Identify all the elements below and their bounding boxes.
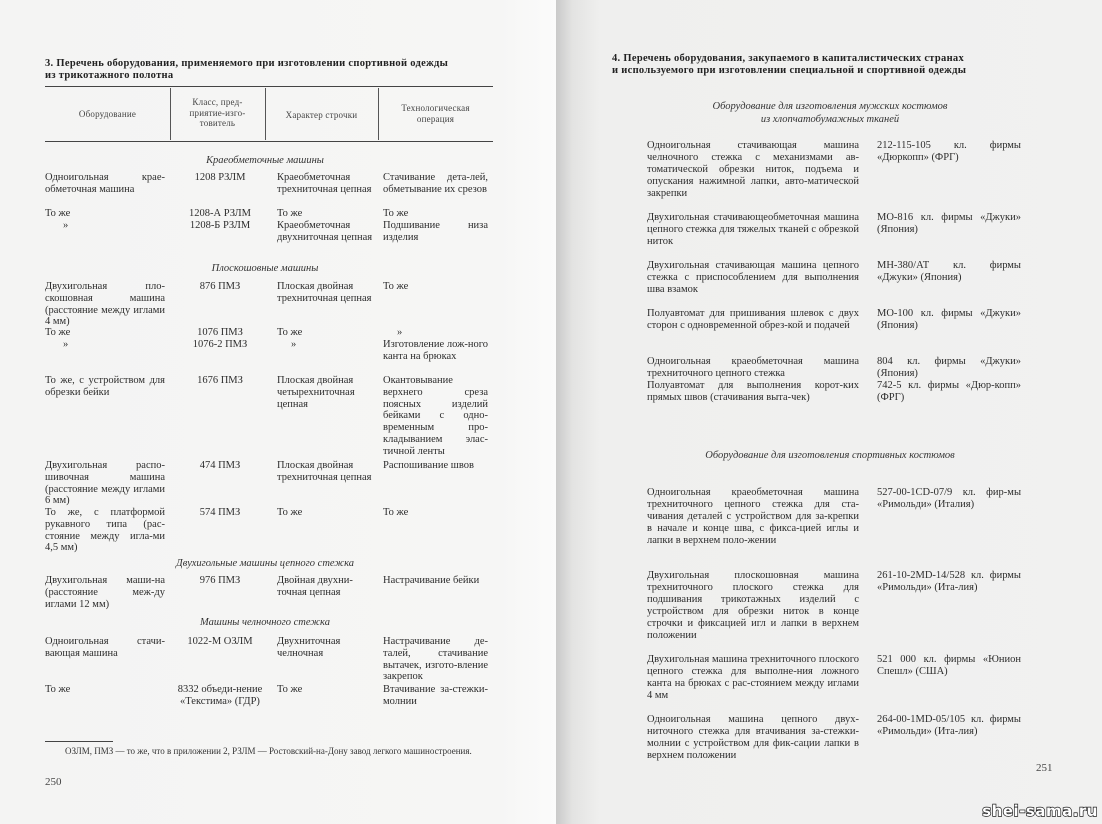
row-class: 574 ПМЗ [199, 507, 241, 518]
row-operation: » [397, 327, 403, 338]
row-class: 1208 РЗЛМ [194, 172, 246, 183]
row-stitch: Двухниточная челночная [277, 636, 341, 659]
row-class: 1208-Б РЗЛМ [189, 220, 251, 231]
table-header-rule [45, 141, 493, 142]
row-stitch: Плоская двойная трехниточная цепная [277, 460, 372, 483]
item-model: МО-816 кл. фирмы «Джуки» (Япония) [877, 212, 1021, 235]
watermark-logo: shei-sama.ru [982, 802, 1098, 820]
row-stitch: Краеобметочная двухниточная цепная [277, 220, 373, 243]
table3-title-line2: из трикотажного полотна [45, 70, 174, 81]
row-equipment: То же [45, 327, 71, 338]
row-operation: То же [383, 281, 409, 292]
section-mens-suits [640, 100, 1020, 126]
header-stitch: Характер строчки [285, 110, 358, 120]
page-number-right: 251 [1036, 762, 1053, 774]
item-description: Одноигольная краеобметочная машина трехниточного цепного стежка для ста-чивания деталей с устройством для за-крепки в начале и конце шва, с фикса-цией иглы и лапки в верхнем поло-жении [647, 487, 859, 546]
row-operation: Окантовывание верхнего среза поясных изделий бейками с одно-временным про-кладыванием элас-тичной ленты [383, 375, 488, 457]
row-class: 876 ПМЗ [199, 281, 241, 292]
item-description: Двухигольная стачивающеобметочная машина цепного стежка для тяжелых тканей с обрезкой ниток [647, 212, 859, 247]
header-operation [378, 103, 493, 124]
row-equipment: Одноигольная крае-обметочная машина [45, 172, 165, 195]
item-model: МН-380/АТ кл. фирмы «Джуки» (Япония) [877, 260, 1021, 283]
row-stitch: Плоская двойная четырехниточная цепная [277, 375, 355, 410]
header-class-line2: приятие-изго- [189, 107, 246, 118]
item-description: Одноигольная машина цепного двух-ниточного стежка для втачивания за-стежки-молнии с устройством для фик-сации лапки в верхнем положении [647, 714, 859, 761]
item-description: Одноигольная стачивающая машина челночного стежка с механизмами ав-томатической обрезки ниток, подъема и опускания нажимной лапки, авто-матической закрепки [647, 140, 859, 199]
item-model: 742-5 кл. фирмы «Дюр-копп» (ФРГ) [877, 380, 1021, 403]
header-class [170, 97, 265, 129]
item-model: 804 кл. фирмы «Джуки» (Япония) [877, 356, 1021, 379]
header-class-line1: Класс, пред- [192, 97, 243, 107]
category-chainstitch: Двухигольные машины цепного стежка [176, 558, 354, 569]
item-description: Полуавтомат для пришивания шлевок с двух сторон с одновременной обрез-кой и подачей [647, 308, 859, 331]
section-sports-suits: Оборудование для изготовления спортивных костюмов [705, 450, 955, 461]
row-class: 1076 ПМЗ [197, 327, 243, 338]
row-equipment: Двухигольная маши-на (расстояние меж-ду иглами 12 мм) [45, 575, 165, 610]
item-model: 527-00-1CD-07/9 кл. фир-мы «Римольди» (Италия) [877, 487, 1021, 510]
row-stitch: То же [277, 327, 303, 338]
row-class: 1076-2 ПМЗ [192, 339, 248, 350]
row-equipment: Одноигольная стачи-вающая машина [45, 636, 165, 659]
table-top-rule [45, 86, 493, 87]
row-equipment: То же, с устройством для обрезки бейки [45, 375, 165, 398]
row-class: 1022-М ОЗЛМ [187, 636, 253, 647]
page-number-left: 250 [45, 776, 62, 788]
header-operation-line1: Технологическая [401, 103, 470, 113]
row-operation: Настрачивание де-талей, стачивание вытачек, изгото-вление закрепок [383, 636, 488, 683]
row-operation: То же [383, 507, 409, 518]
row-class: 8332 объеди-нение «Текстима» (ГДР) [177, 684, 263, 707]
item-description: Двухигольная машина трехниточного плоского цепного стежка для выполне-ния ложного канта на брюках с рас-стоянием между иглами 4 мм [647, 654, 859, 701]
header-operation-line2: операция [416, 113, 455, 124]
item-model: 521 000 кл. фирмы «Юнион Спешл» (США) [877, 654, 1021, 677]
row-stitch: То же [277, 507, 303, 518]
category-flatseam: Плоскошовные машины [211, 263, 319, 274]
table4-title-line2: и используемого при изготовлении специальной и спортивной одежды [612, 65, 967, 76]
row-equipment: То же [45, 208, 71, 219]
row-operation: Втачивание за-стежки-молнии [383, 684, 488, 707]
item-description: Двухигольная плоскошовная машина трехниточного плоского стежка для подшивания трикотажных изделий с устройством для обрезки ниток в конце строчки и фиксацией игл и лапки в верхнем положении [647, 570, 859, 641]
category-overlock: Краеобметочные машины [206, 155, 324, 166]
row-equipment: Двухигольная распо-шивочная машина (расстояние между иглами 6 мм) [45, 460, 165, 507]
footnote-rule [45, 741, 113, 742]
row-stitch: » [291, 339, 297, 350]
row-class: 1676 ПМЗ [197, 375, 243, 386]
row-class: 1208-А РЗЛМ [189, 208, 251, 219]
item-description: Полуавтомат для выполнения корот-ких прямых швов (стачивания выта-чек) [647, 380, 859, 403]
row-equipment: » [63, 220, 69, 231]
row-equipment: » [63, 339, 69, 350]
category-lockstitch: Машины челночного стежка [200, 617, 330, 628]
section-mens-suits-line2: из хлопчатобумажных тканей [760, 114, 900, 125]
row-operation: Изготовление лож-ного канта на брюках [383, 339, 488, 362]
header-equipment: Оборудование [78, 109, 137, 119]
item-model: 261-10-2MD-14/528 кл. фирмы «Римольди» (Ита-лия) [877, 570, 1021, 593]
row-operation: Настрачивание бейки [383, 575, 480, 586]
row-operation: Распошивание швов [383, 460, 474, 471]
item-description: Одноигольная краеобметочная машина трехниточного цепного стежка [647, 356, 859, 379]
item-model: 264-00-1MD-05/105 кл. фирмы «Римольди» (Ита-лия) [877, 714, 1021, 737]
table4-title-line1: 4. Перечень оборудования, закупаемого в капиталистических странах [612, 53, 965, 64]
row-equipment: То же, с платформой рукавного типа (рас-стояние между игла-ми 4,5 мм) [45, 507, 165, 554]
row-class: 976 ПМЗ [199, 575, 241, 586]
row-equipment: То же [45, 684, 71, 695]
row-stitch: То же [277, 208, 303, 219]
footnote: ОЗЛМ, ПМЗ — то же, что в приложении 2, РЗЛМ — Ростовский-на-Дону завод легкого машиностроения. [65, 746, 472, 756]
header-class-line3: товитель [199, 118, 236, 128]
row-stitch: То же [277, 684, 303, 695]
table3-title-line1: 3. Перечень оборудования, применяемого при изготовлении спортивной одежды [45, 58, 449, 69]
row-stitch: Двойная двухни-точная цепная [277, 575, 353, 598]
row-operation: То же [383, 208, 409, 219]
item-model: МО-100 кл. фирмы «Джуки» (Япония) [877, 308, 1021, 331]
row-operation: Стачивание дета-лей, обметывание их срезов [383, 172, 488, 195]
section-mens-suits-line1: Оборудование для изготовления мужских костюмов [712, 101, 948, 112]
row-stitch: Краеобметочная трехниточная цепная [277, 172, 372, 195]
row-class: 474 ПМЗ [199, 460, 241, 471]
row-equipment: Двухигольная пло-скошовная машина (расстояние между иглами 4 мм) [45, 281, 165, 328]
row-stitch: Плоская двойная трехниточная цепная [277, 281, 372, 304]
row-operation: Подшивание низа изделия [383, 220, 488, 243]
item-model: 212-115-105 кл. фирмы «Дюркопп» (ФРГ) [877, 140, 1021, 163]
item-description: Двухигольная стачивающая машина цепного стежка с приспособлением для выполнения шва взамок [647, 260, 859, 295]
